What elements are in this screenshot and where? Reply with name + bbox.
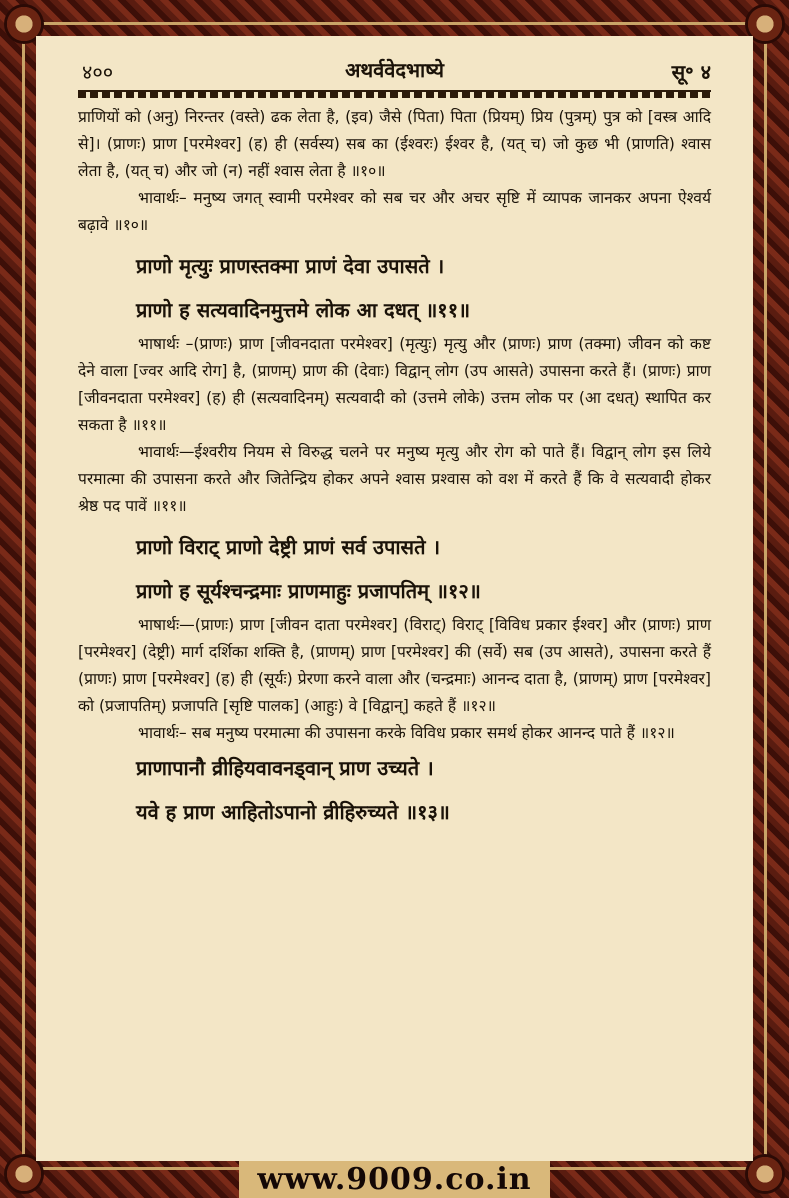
book-page [36,36,753,1161]
mantra-line: प्राणो ह सूर्यश्चन्द्रमाः प्राणमाहुः प्रजापतिम् ॥१२॥ [136,579,481,603]
bhasharth-paragraph: भाषार्थः—(प्राणः) प्राण [जीवन दाता परमेश्वर] (विराट्) विराट् [विविध प्रकार ईश्वर] और (प्राणः) प्राण [परमेश्वर] (देष्ट्री) मार्ग दर्शिका शक्ति है, (प्राणम्) प्राण [परमेश्वर] की (सर्वे) सब (उप आसते), उपासना करते हैं (प्राणः) प्राण [परमेश्वर] (ह) ही (सूर्यः) प्रेरणा करने वाला और (चन्द्रमाः) आनन्द दाता है, (प्राणम्) प्राण [परमेश्वर] को (प्रजापतिम्) प्रजापति [सृष्टि पालक] (आहुः) वे [विद्वान्] कहते हैं ॥१२॥ [78,616,711,715]
mantra-line: प्राणो विराट् प्राणो देष्ट्री प्राणं सर्व उपासते । [136,535,441,559]
mantra-line: प्राणो ह सत्यवादिनमुत्तमे लोक आ दधत् ॥११॥ [136,298,471,322]
website-url[interactable]: www.9009.co.in [239,1161,549,1198]
page-header [78,54,711,90]
mantra-line: प्राणापानौ व्रीहियवावनड्वान् प्राण उच्यते । [136,756,434,780]
sukta-reference: सू॰ ४ [671,60,711,84]
bhavartha-paragraph: भावार्थः– मनुष्य जगत् स्वामी परमेश्वर को सब चर और अचर सृष्टि में व्यापक जानकर अपना ऐश्वर्य बढ़ावे ॥१०॥ [78,189,711,234]
mantra-line: यवे ह प्राण आहितोऽपानो व्रीहिरुच्यते ॥१३॥ [136,800,450,824]
page-number: ४०० [82,60,114,84]
bhasharth-paragraph: भाषार्थः –(प्राणः) प्राण [जीवनदाता परमेश्वर] (मृत्युः) मृत्यु और (प्राणः) प्राण (तक्मा) जीवन को कष्ट देने वाला [ज्वर आदि रोग] है, (प्राणम्) प्राण की (देवाः) विद्वान् लोग (उप आसते) उपासना करते हैं। (प्राणः) प्राण [जीवनदाता परमेश्वर] (ह) ही (सत्यवादिनम्) सत्यवादी को (उत्तमे लोके) उत्तम लोक पर (आ दधत्) स्थापित कर सकता है ॥११॥ [78,335,711,434]
mantra-line: प्राणो मृत्युः प्राणस्तक्मा प्राणं देवा उपासते । [136,254,445,278]
book-title: अथर्ववेदभाष्ये [345,58,444,82]
bhavartha-paragraph: भावार्थः—ईश्वरीय नियम से विरुद्ध चलने पर मनुष्य मृत्यु और रोग को पाते हैं। विद्वान् लोग इस लिये परमात्मा की उपासना करते और जितेन्द्रिय होकर अपने श्वास प्रश्वास को वश में करते हैं कि वे सत्यवादी होकर श्रेष्ठ पद पावें ॥११॥ [78,443,711,515]
footer [36,1161,753,1198]
commentary-paragraph: प्राणियों को (अनु) निरन्तर (वस्ते) ढक लेता है, (इव) जैसे (पिता) पिता (प्रियम्) प्रिय (पुत्रम्) पुत्र को [वस्त्र आदि से]। (प्राणः) प्राण [परमेश्वर] (ह) ही (सर्वस्य) सब का (ईश्वरः) ईश्वर है, (यत् च) जो कुछ भी (प्राणति) श्वास लेता है, (यत् च) और जो (न) नहीं श्वास लेता है ॥१०॥ [78,108,711,180]
header-divider [78,90,711,98]
bhavartha-paragraph: भावार्थः– सब मनुष्य परमात्मा की उपासना करके विविध प्रकार समर्थ होकर आनन्द पाते हैं ॥१२॥ [138,724,675,742]
